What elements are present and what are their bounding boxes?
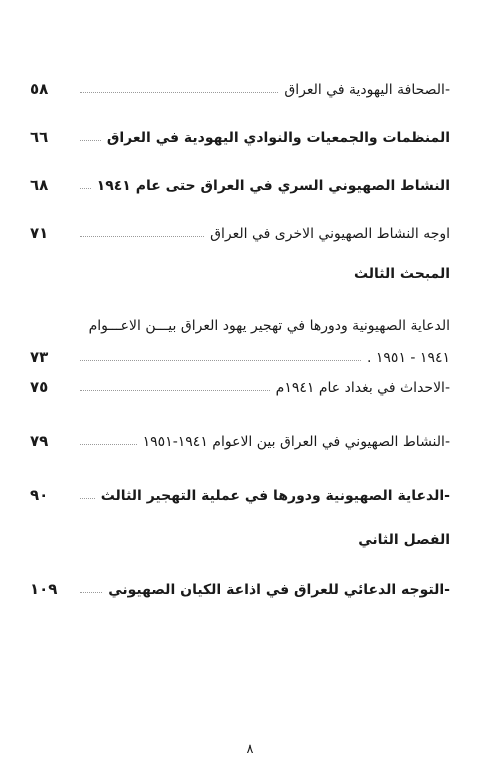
toc-entry[interactable] bbox=[30, 220, 450, 242]
toc-entry[interactable] bbox=[30, 124, 450, 146]
toc-leader bbox=[80, 389, 270, 391]
toc-leader bbox=[80, 443, 137, 445]
toc-leader bbox=[80, 497, 95, 499]
toc-page-number: ٥٨ bbox=[30, 80, 49, 98]
toc-leader bbox=[80, 187, 91, 189]
toc-entry[interactable] bbox=[30, 76, 450, 98]
toc-entry[interactable] bbox=[30, 344, 450, 366]
toc-entry[interactable] bbox=[30, 172, 450, 194]
toc-entry-title-line1: الدعاية الصهيونية ودورها في تهجير يهود العراق بيـــن الاعـــوام bbox=[88, 318, 450, 334]
toc-entry-title: -الاحداث في بغداد عام ١٩٤١م bbox=[275, 380, 450, 396]
toc-entry-title: -الصحافة اليهودية في العراق bbox=[284, 82, 450, 98]
toc-page-number: ٧١ bbox=[30, 224, 49, 242]
toc-entry-title: -التوجه الدعائي للعراق في اذاعة الكيان الصهيوني bbox=[108, 582, 450, 598]
toc-page-number: ٧٣ bbox=[30, 348, 49, 366]
toc-page-number: ٩٠ bbox=[30, 486, 49, 504]
toc-leader bbox=[80, 91, 278, 93]
toc-page-number: ٧٥ bbox=[30, 378, 49, 396]
toc-entry[interactable] bbox=[30, 576, 450, 598]
toc-leader bbox=[80, 235, 204, 237]
toc-page-number: ١٠٩ bbox=[30, 580, 58, 598]
toc-entry-title-line2: ١٩٤١ - ١٩٥١ . bbox=[366, 350, 450, 366]
toc-leader bbox=[80, 359, 361, 361]
toc-entry-title: -النشاط الصهيوني في العراق بين الاعوام ١٩٤١-١٩٥١ bbox=[142, 434, 450, 450]
toc-entry[interactable] bbox=[30, 428, 450, 450]
toc-entry-title: اوجه النشاط الصهيوني الاخرى في العراق bbox=[210, 226, 450, 242]
toc-page-number: ٦٨ bbox=[30, 176, 49, 194]
toc-entry-title: -الدعاية الصهيونية ودورها في عملية التهجير الثالث bbox=[100, 488, 450, 504]
chapter-heading: الفصل الثاني bbox=[358, 532, 450, 548]
toc-entry[interactable] bbox=[30, 482, 450, 504]
toc-page-number: ٧٩ bbox=[30, 432, 49, 450]
toc-leader bbox=[80, 139, 101, 141]
footer-page-number: ٨ bbox=[246, 742, 254, 757]
toc-leader bbox=[80, 591, 102, 593]
toc-entry-title: النشاط الصهيوني السري في العراق حتى عام ١٩٤١ bbox=[96, 178, 450, 194]
toc-entry[interactable] bbox=[30, 374, 450, 396]
toc-entry-title: المنظمات والجمعيات والنوادي اليهودية في العراق bbox=[106, 130, 450, 146]
toc-page-number: ٦٦ bbox=[30, 128, 49, 146]
section-heading: المبحث الثالث bbox=[353, 266, 450, 282]
